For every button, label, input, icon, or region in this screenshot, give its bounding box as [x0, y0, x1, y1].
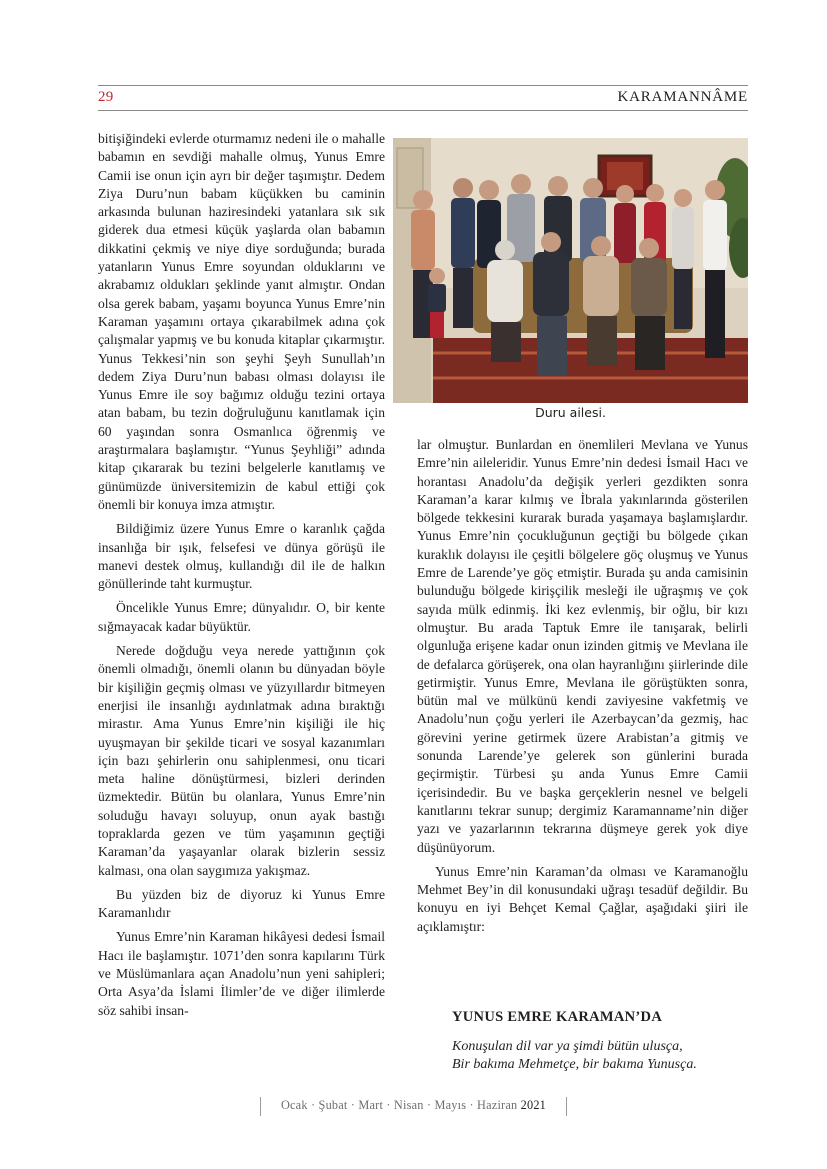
poem: [452, 1038, 697, 1074]
footer-months: Ocak · Şubat · Mart · Nisan · Mayıs · Haziran: [280, 1098, 518, 1112]
paragraph: Bildiğimiz üzere Yunus Emre o karanlık çağda insanlığa bir ışık, felsefesi ve dünya görüşü ile manevi destek olmuş, kullandığı dil ile de halkın gönüllerinde taht kurmuştur.: [98, 521, 385, 592]
paragraph: lar olmuştur. Bunlardan en önemlileri Mevlana ve Yunus Emre’nin aileleridir. Yunus Emre’nin dedesi İsmail Hacı ve horantası Anadolu’da değişik yerleri gezdikten sonra Karaman’a karar kılmış ve İbrala yakınlarında gösterilen bölgede tekkesini kurarak burada yaşamaya başlamışlardır. Yunus Emre’nin çocukluğunun geçtiği bu bölgede çıkan kuraklık dolayısı ile çeşitli bölgelere göç oluşmuş ve Yunus Emre de Larende’ye göç etmiştir. Burada şu anda camisinin bulunduğu bölgede kirişçilik mesleği ile uğraşmış ve çok sayıda mülk edinmiş. İki kez evlenmiş, bir oğlu, bir kızı olmuştur. Bu arada Taptuk Emre ile tanışarak, belirli olgunluğa erişene kadar onun izinden gitmiş ve Mevlana ile de defalarca görüşerek, ona olan hayranlığını şiirlerinde dile getirmiştir. Yunus Emre, Mevlana ile görüştükten sonra, bütün mal ve mülkünü kendi zaviyesine vakfetmiş ve Anadolu’nun çoğu yerleri ile Azerbaycan’da gezmiş, hac görevini yerine getirmek üzere Arabistan’a gitmiş ve sonunda Larende’ye gelerek son günlerini burada geçirmiştir. Türbesi şu anda Yunus Emre Camii içerisindedir. Bu ve başka gerçeklerin nesnel ve belgeli kanıtlarını tekrar sunup; dergimiz Karamanname’nin diğer yazı ve yazarlarının tekrarına düşmeye gerek yok diye düşünüyorum.: [417, 437, 748, 855]
header-rule-bottom: [98, 110, 748, 111]
page-number: 29: [98, 89, 114, 105]
header-rule-top: [98, 85, 748, 86]
footer-issue: [261, 1098, 566, 1113]
paragraph: Yunus Emre’nin Karaman hikâyesi dedesi İsmail Hacı ile başlamıştır. 1071’den sonra kapılarını Türk ve Müslümanlara açan Anadolu’nun yeni sahipleri; Orta Asya’da İslami İlimler’de ve diğer ilimlerde söz sahibi insan-: [98, 929, 385, 1018]
paragraph: Nerede doğduğu veya nerede yattığının çok önemli olmadığı, önemli olanın bu dünyadan böyle bir kişiliğin geçmiş olması ve yüzyıllardır bitmeyen enerjisi ile insanlığı aydınlatmak adına bıraktığı mirastır. Ama Yunus Emre’nin kişiliği ile hiç uyuşmayan bir şekilde ticari ve sosyal kazanımları için bazı şehirlerin onu sahiplenmesi, onu ticari meta haline dönüştürmesi, bizleri derinden üzmektedir. Bütün bu olanlara, Yunus Emre’nin soluduğu havayı soluyup, onun ayak bastığı topraklarda gezen ve tüm yaşamının geçtiği Karaman’da yaşayanlar olarak bizlerin sessiz kalması, ona olan saygımıza yakışmaz.: [98, 643, 385, 878]
paragraph: bitişiğindeki evlerde oturmamız nedeni ile o mahalle babamın en sevdiği mahalle olmuş, Yunus Emre Camii ise onun için ayrı bir değer taşımıştır. Dedem Ziya Duru’nun babam küçükken bu caminin arkasında bulunan haziresindeki yatanlara sık sık giderek dua etmesi küçük yaşlarda olan babamın dikkatini çekmiş ve niye diye sorduğunda; burada yatanların Yunus Emre soyundan olduklarını ve akrabamız oldukları şeklinde yanıt almıştır. Ondan olsa gerek babam, yaşamı boyunca Yunus Emre’nin Karaman yaşamını ortaya çıkarabilmek adına çok çalışmalar yapmış ve bu konuda kitaplar çıkarmıştır. Yunus Tekkesi’nin son şeyhi Şeyh Sunullah’ın dedem Ziya Duru’nun babası olması dolayısı ile Yunus Emre ile soy bağımız olduğu tezini ortaya atan babam, bu tezin doğruluğunu kanıtlamak için 60 yaşından sonra Osmanlıca öğrenmiş ve araştırmalara başlamıştır. “Yunus Şeyhliği” adında kitap çıkararak bu tezini belgelerle kanıtlamış ve günümüzde üniversitemizin de kabul ettiği çok önemli bir konuya imza atmıştır.: [98, 131, 385, 512]
poem-line: Bir bakıma Mehmetçe, bir bakıma Yunusça.: [452, 1057, 697, 1072]
paragraph: Öncelikle Yunus Emre; dünyalıdır. O, bir kente sığmayacak kadar büyüktür.: [98, 600, 385, 634]
paragraph: Bu yüzden biz de diyoruz ki Yunus Emre Karamanlıdır: [98, 886, 385, 921]
footer-year: 2021: [520, 1098, 547, 1112]
family-photo: [393, 138, 748, 403]
footer-divider-right: [566, 1097, 567, 1116]
poem-line: Konuşulan dil var ya şimdi bütün ulusça,: [452, 1039, 683, 1054]
paragraph: Yunus Emre’nin Karaman’da olması ve Karamanoğlu Mehmet Bey’in dil konusundaki uğraşı tesadüf değildir. Bu konuyu en iyi Behçet Kemal Çağlar, aşağıdaki şiiri ile açıklamıştır:: [417, 863, 748, 934]
left-text-column: [98, 130, 385, 1026]
right-text-column: [417, 436, 748, 942]
poem-title: YUNUS EMRE KARAMAN’DA: [452, 1009, 663, 1025]
photo-caption: Duru ailesi.: [535, 405, 606, 420]
magazine-title: KARAMANNÂME: [617, 89, 748, 105]
